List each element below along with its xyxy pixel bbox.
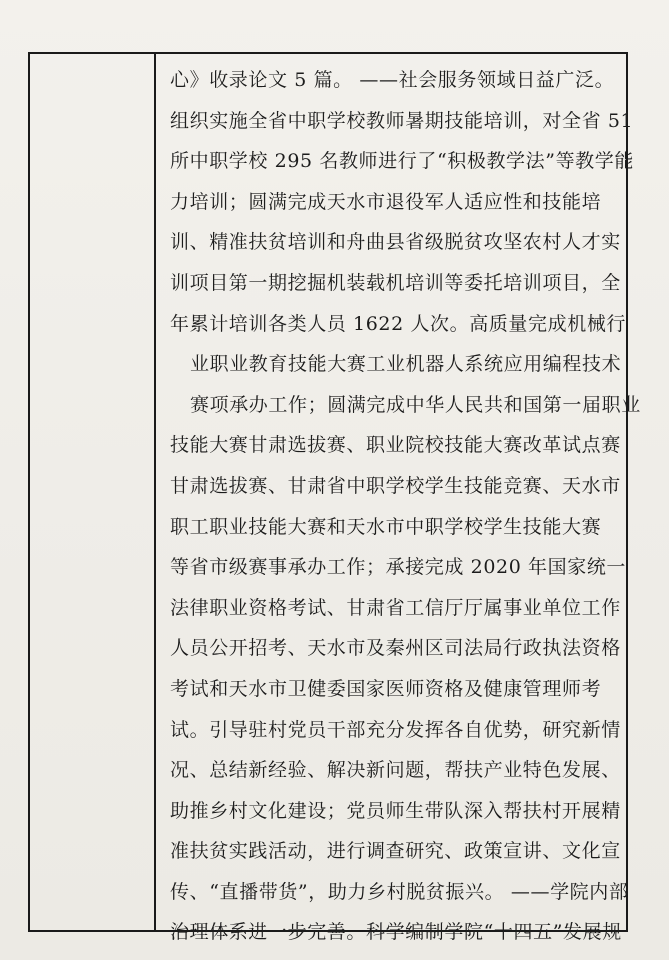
text-line-20: 准扶贫实践活动，进行调查研究、政策宣讲、文化宣	[170, 840, 621, 863]
table-frame	[28, 52, 641, 944]
text-line-9: 赛项承办工作；圆满完成中华人民共和国第一届职业	[190, 393, 641, 416]
text-line-18: 况、总结新经验、解决新问题，帮扶产业特色发展、	[170, 759, 621, 782]
text-line-5: 训、精准扶贫培训和舟曲县省级脱贫攻坚农村人才实	[170, 231, 621, 254]
text-line-16: 考试和天水市卫健委国家医师资格及健康管理师考	[170, 677, 602, 700]
text-line-19: 助推乡村文化建设；党员师生带队深入帮扶村开展精	[170, 799, 621, 822]
text-line-22: 治理体系进一步完善。科学编制学院“十四五”发展规	[170, 921, 622, 944]
text-line-3: 所中职学校 295 名教师进行了“积极教学法”等教学能	[170, 150, 634, 173]
text-line-21: 传、“直播带货”，助力乡村脱贫振兴。 ——学院内部	[170, 880, 629, 903]
text-line-10: 技能大赛甘肃选拔赛、职业院校技能大赛改革试点赛	[170, 434, 621, 457]
text-line-2: 组织实施全省中职学校教师暑期技能培训，对全省 51	[170, 109, 634, 132]
text-line-7: 年累计培训各类人员 1622 人次。高质量完成机械行	[170, 312, 627, 335]
text-line-6: 训项目第一期挖掘机装载机培训等委托培训项目，全	[170, 271, 621, 294]
table-content-cell	[170, 60, 641, 953]
text-line-1: 心》收录论文 5 篇。 ——社会服务领域日益广泛。	[170, 69, 615, 91]
text-line-13: 等省市级赛事承办工作；承接完成 2020 年国家统一	[170, 556, 627, 579]
text-line-14: 法律职业资格考试、甘肃省工信厅厅属事业单位工作	[170, 596, 621, 619]
text-line-8: 业职业教育技能大赛工业机器人系统应用编程技术	[190, 353, 622, 376]
text-line-17: 试。引导驻村党员干部充分发挥各自优势，研究新情	[170, 718, 621, 741]
text-line-15: 人员公开招考、天水市及秦州区司法局行政执法资格	[170, 637, 621, 660]
text-line-11: 甘肃选拔赛、甘肃省中职学校学生技能竞赛、天水市	[170, 474, 621, 497]
text-line-4: 力培训；圆满完成天水市退役军人适应性和技能培	[170, 190, 602, 213]
table-left-column	[30, 54, 156, 930]
text-line-12: 职工职业技能大赛和天水市中职学校学生技能大赛	[170, 515, 602, 538]
